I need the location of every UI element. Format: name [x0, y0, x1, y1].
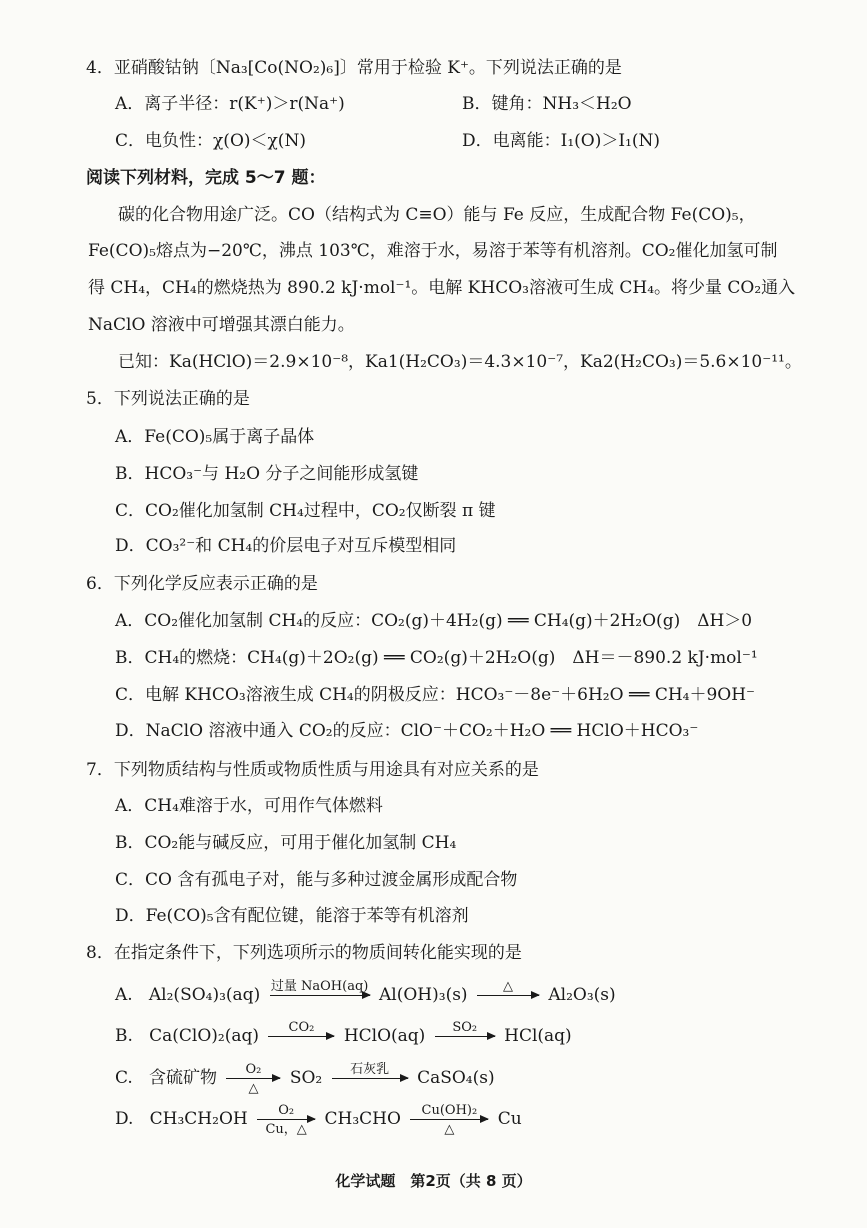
arrow-condition: 过量 NaOH(aq) — [270, 979, 369, 994]
species: SO₂ — [289, 1068, 323, 1088]
reaction-arrow — [268, 1020, 334, 1037]
reaction-arrow — [410, 1103, 488, 1137]
q8-option-b — [115, 1020, 572, 1046]
q5-stem: 5．下列说法正确的是 — [86, 389, 250, 409]
species: CaSO₄(s) — [417, 1068, 495, 1088]
arrow-condition: △ — [444, 1122, 455, 1137]
species: Al(OH)₃(s) — [379, 985, 468, 1005]
arrow-condition: O₂ — [245, 1062, 262, 1077]
q8-option-c — [115, 1062, 495, 1096]
arrow-condition: △ — [248, 1081, 259, 1096]
species: HClO(aq) — [343, 1026, 426, 1046]
reading-line: 得 CH₄，CH₄的燃烧热为 890.2 kJ·mol⁻¹。电解 KHCO₃溶液可生成 CH₄。将少量 CO₂通入 — [88, 278, 796, 298]
reading-line: Fe(CO)₅熔点为−20℃，沸点 103℃，难溶于水，易溶于苯等有机溶剂。CO₂催化加氢可制 — [88, 241, 778, 261]
species: Cu — [497, 1109, 522, 1129]
q5-option-c: C．CO₂催化加氢制 CH₄过程中，CO₂仅断裂 π 键 — [115, 501, 496, 521]
q8-option-a — [115, 979, 616, 1005]
reaction-arrow — [226, 1062, 280, 1096]
q4-option-a: A．离子半径：r(K⁺)＞r(Na⁺) — [115, 94, 345, 114]
arrow-condition: 石灰乳 — [350, 1062, 390, 1077]
reaction-arrow — [257, 1103, 315, 1137]
q4-option-b: B．键角：NH₃＜H₂O — [462, 94, 632, 114]
reading-line: NaClO 溶液中可增强其漂白能力。 — [88, 315, 355, 335]
reaction-arrow — [477, 979, 539, 996]
q6-stem: 6．下列化学反应表示正确的是 — [86, 574, 318, 594]
species: CH₃CH₂OH — [149, 1109, 248, 1129]
reading-known: 已知：Ka(HClO)＝2.9×10⁻⁸，Ka1(H₂CO₃)＝4.3×10⁻⁷，Ka2(H₂CO₃)＝5.6×10⁻¹¹。 — [118, 352, 802, 372]
species: 含硫矿物 — [149, 1068, 218, 1088]
q4-option-d: D．电离能：I₁(O)＞I₁(N) — [462, 131, 661, 151]
q8-stem: 8．在指定条件下，下列选项所示的物质间转化能实现的是 — [86, 943, 522, 963]
species: CH₃CHO — [324, 1109, 401, 1129]
q5-option-a: A．Fe(CO)₅属于离子晶体 — [115, 427, 315, 447]
q7-option-c: C．CO 含有孤电子对，能与多种过渡金属形成配合物 — [115, 870, 518, 890]
q6-option-b: B．CH₄的燃烧：CH₄(g)＋2O₂(g) ══ CO₂(g)＋2H₂O(g) ΔH＝－890.2 kJ·mol⁻¹ — [115, 648, 758, 668]
species: Ca(ClO)₂(aq) — [149, 1026, 260, 1046]
reaction-arrow — [435, 1020, 495, 1037]
q7-stem: 7．下列物质结构与性质或物质性质与用途具有对应关系的是 — [86, 760, 539, 780]
option-label: C. — [115, 1068, 133, 1088]
option-label: A. — [115, 985, 133, 1005]
arrow-condition: CO₂ — [288, 1020, 315, 1035]
species: Al₂O₃(s) — [548, 985, 616, 1005]
q5-option-b: B．HCO₃⁻与 H₂O 分子之间能形成氢键 — [115, 464, 419, 484]
q6-option-a: A．CO₂催化加氢制 CH₄的反应：CO₂(g)＋4H₂(g) ══ CH₄(g)＋2H₂O(g) ΔH＞0 — [115, 611, 753, 631]
reaction-arrow — [332, 1062, 408, 1079]
q7-option-b: B．CO₂能与碱反应，可用于催化加氢制 CH₄ — [115, 833, 457, 853]
q4-stem: 4．亚硝酸钴钠〔Na₃[Co(NO₂)₆]〕常用于检验 K⁺。下列说法正确的是 — [86, 58, 622, 78]
arrow-condition: Cu(OH)₂ — [421, 1103, 478, 1118]
arrow-condition: O₂ — [278, 1103, 295, 1118]
species: Al₂(SO₄)₃(aq) — [148, 985, 261, 1005]
q6-option-c: C．电解 KHCO₃溶液生成 CH₄的阴极反应：HCO₃⁻－8e⁻＋6H₂O ══ CH₄＋9OH⁻ — [115, 685, 756, 705]
arrow-condition: Cu，△ — [265, 1122, 307, 1137]
q4-option-c: C．电负性：χ(O)＜χ(N) — [115, 131, 306, 151]
arrow-condition: △ — [502, 979, 513, 994]
option-label: D. — [115, 1109, 134, 1129]
page-footer: 化学试题 第2页（共 8 页） — [335, 1172, 532, 1190]
q8-option-d — [115, 1103, 522, 1137]
q7-option-a: A．CH₄难溶于水，可用作气体燃料 — [115, 796, 383, 816]
q7-option-d: D．Fe(CO)₅含有配位键，能溶于苯等有机溶剂 — [115, 906, 469, 926]
option-label: B. — [115, 1026, 133, 1046]
q6-option-d: D．NaClO 溶液中通入 CO₂的反应：ClO⁻＋CO₂＋H₂O ══ HClO＋HCO₃⁻ — [115, 721, 699, 741]
reading-heading: 阅读下列材料，完成 5～7 题： — [86, 168, 326, 188]
arrow-condition: SO₂ — [452, 1020, 478, 1035]
reading-line: 碳的化合物用途广泛。CO（结构式为 C≡O）能与 Fe 反应，生成配合物 Fe(CO)₅， — [118, 205, 756, 225]
species: HCl(aq) — [504, 1026, 572, 1046]
reaction-arrow — [270, 979, 370, 996]
q5-option-d: D．CO₃²⁻和 CH₄的价层电子对互斥模型相同 — [115, 536, 457, 556]
